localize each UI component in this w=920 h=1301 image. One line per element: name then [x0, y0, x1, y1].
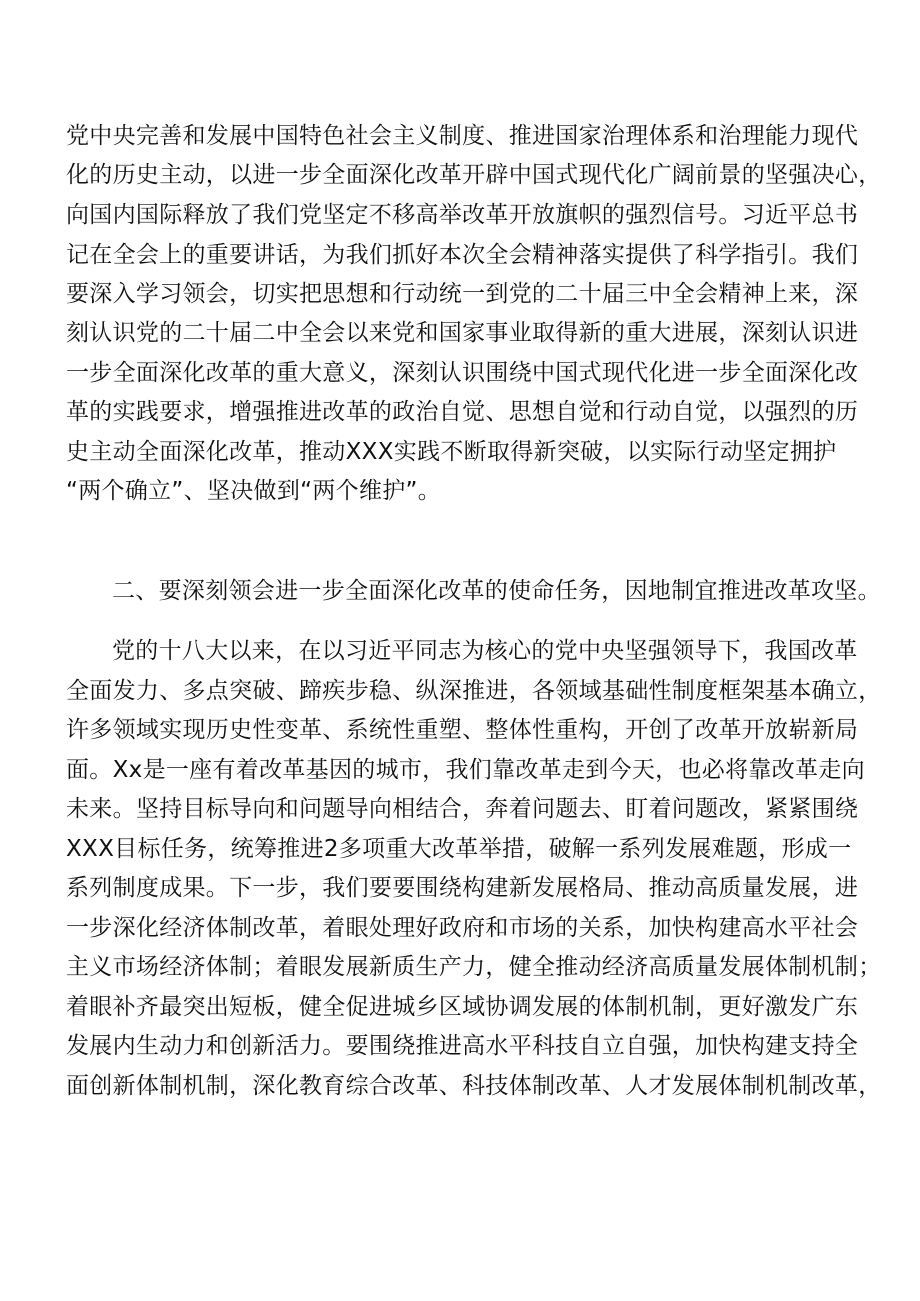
paragraph-3-line-7: 系列制度成果。下一步，我们要要围绕构建新发展格局、推动高质量发展，进 — [66, 875, 859, 901]
paragraph-1-line-4: 记在全会上的重要讲话，为我们抓好本次全会精神落实提供了科学指引。我们 — [66, 242, 859, 268]
paragraph-1-line-6: 刻认识党的二十届二中全会以来党和国家事业取得新的重大进展，深刻认识进 — [66, 320, 859, 346]
paragraph-3-line-10: 着眼补齐最突出短板，健全促进城乡区域协调发展的体制机制，更好激发广东 — [66, 994, 859, 1020]
paragraph-1-line-3: 向国内国际释放了我们党坚定不移高举改革开放旗帜的强烈信号。习近平总书 — [66, 202, 859, 228]
paragraph-3-line-9: 主义市场经济体制；着眼发展新质生产力，健全推动经济高质量发展体制机制； — [66, 954, 882, 980]
paragraph-1-line-7: 一步全面深化改革的重大意义，深刻认识围绕中国式现代化进一步全面深化改 — [66, 360, 859, 386]
section-heading-2: 二、要深刻领会进一步全面深化改革的使命任务，因地制宜推进改革攻坚。 — [112, 578, 881, 604]
paragraph-3-line-12: 面创新体制机制，深化教育综合改革、科技体制改革、人才发展体制机制改革， — [66, 1073, 882, 1099]
paragraph-1-line-11 — [66, 515, 866, 547]
paragraph-1-line-10: “两个确立”、坚决做到“两个维护”。 — [66, 478, 442, 504]
paragraph-1-line-1: 党中央完善和发展中国特色社会主义制度、推进国家治理体系和治理能力现代 — [66, 123, 859, 149]
paragraph-3-line-1: 党的十八大以来，在以习近平同志为核心的党中央坚强领导下，我国改革 — [112, 638, 858, 664]
paragraph-3-line-11: 发展内生动力和创新活力。要围绕推进高水平科技自立自强，加快构建支持全 — [66, 1033, 859, 1059]
paragraph-3-line-2: 全面发力、多点突破、蹄疾步稳、纵深推进，各领域基础性制度框架基本确立， — [66, 678, 882, 704]
paragraph-1-line-9: 史主动全面深化改革，推动XXX实践不断取得新突破，以实际行动坚定拥护 — [66, 439, 837, 465]
paragraph-3-line-6: XXX目标任务，统筹推进2多项重大改革举措，破解一系列发展难题，形成一 — [66, 836, 852, 862]
paragraph-3-line-8: 一步深化经济体制改革，着眼处理好政府和市场的关系，加快构建高水平社会 — [66, 915, 859, 941]
paragraph-1-line-5: 要深入学习领会，切实把思想和行动统一到党的二十届三中全会精神上来，深 — [66, 281, 859, 307]
paragraph-1-line-2: 化的历史主动，以进一步全面深化改革开辟中国式现代化广阔前景的坚强决心， — [66, 162, 882, 188]
paragraph-3-line-4: 面。Xx是一座有着改革基因的城市，我们靠改革走到今天，也必将靠改革走向 — [66, 757, 865, 783]
paragraph-3-line-3: 许多领域实现历史性变革、系统性重塑、整体性重构，开创了改革开放崭新局 — [66, 717, 859, 743]
paragraph-1-line-8: 革的实践要求，增强推进改革的政治自觉、思想自觉和行动自觉，以强烈的历 — [66, 399, 859, 425]
paragraph-3-line-5: 未来。坚持目标导向和问题导向相结合，奔着问题去、盯着问题改，紧紧围绕 — [66, 796, 859, 822]
